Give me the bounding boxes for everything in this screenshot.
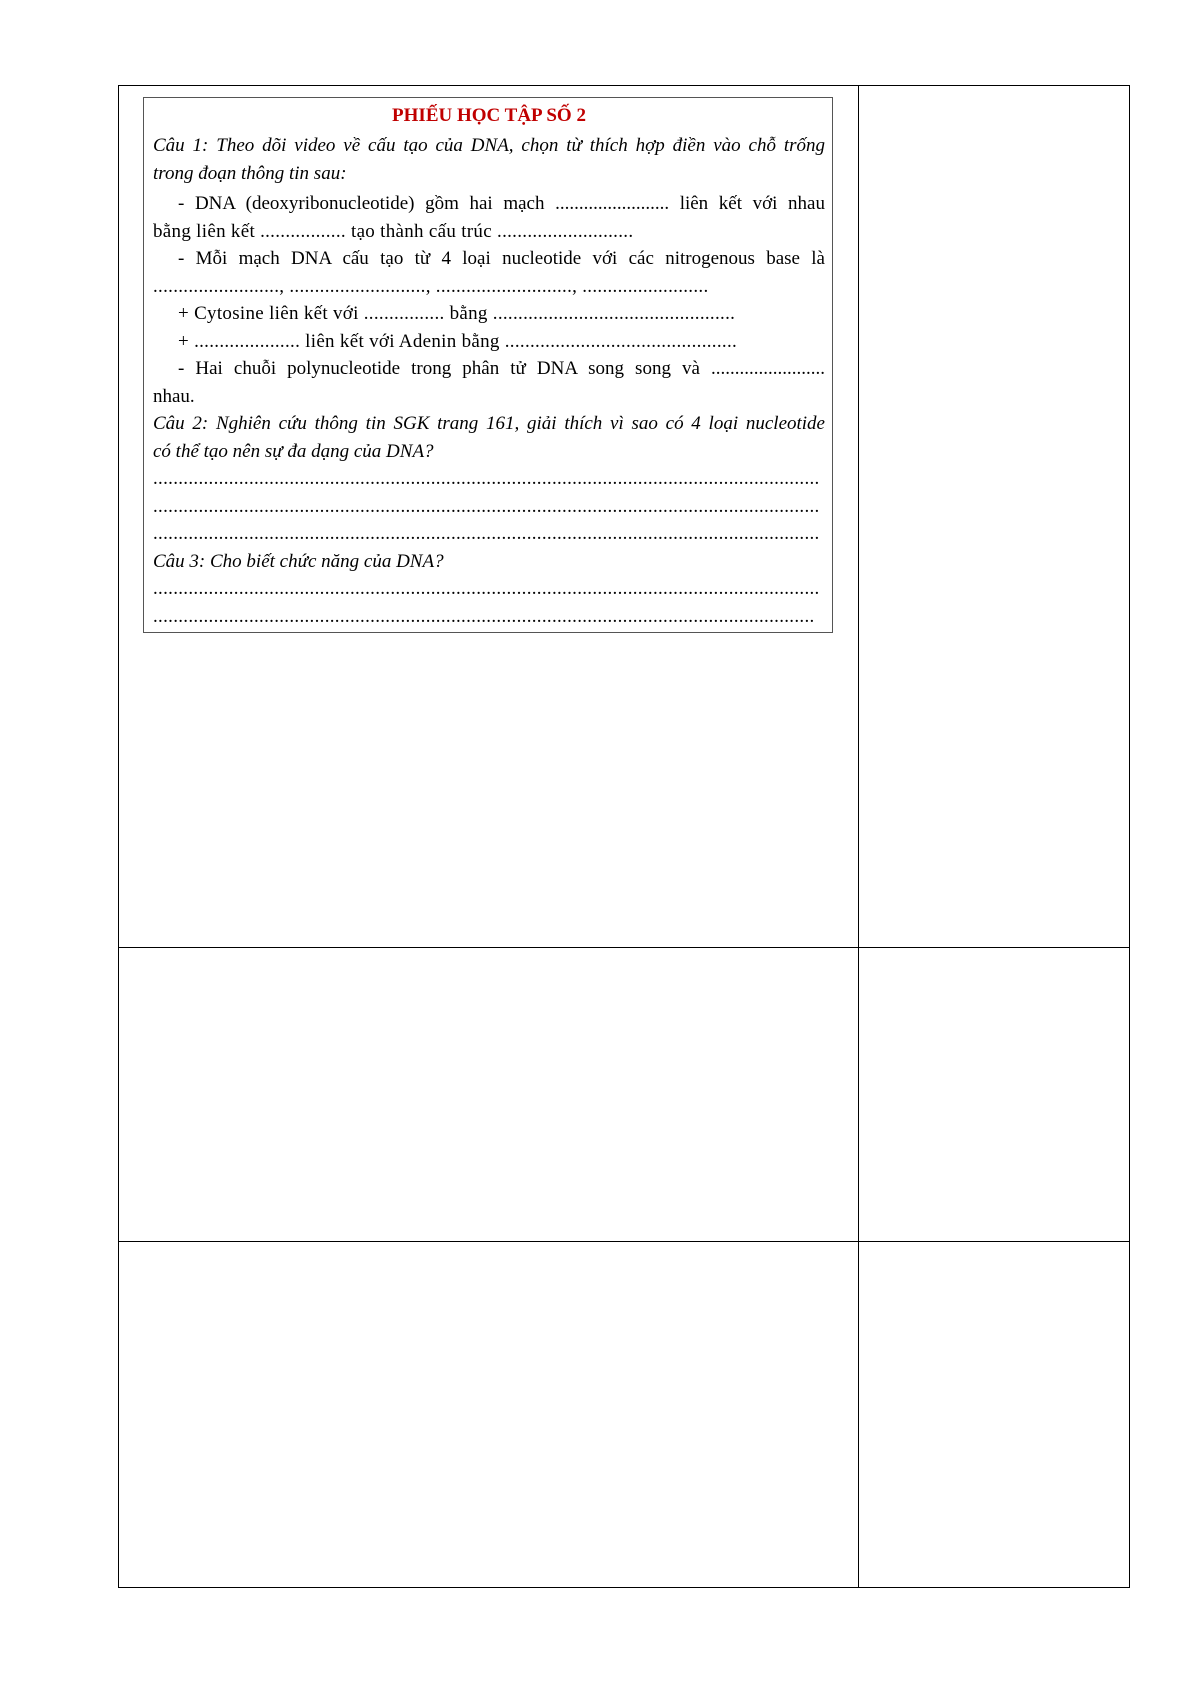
question-2-line-1: Câu 2: Nghiên cứu thông tin SGK trang 161, giải thích vì sao có 4 loại nucleotide [153,413,825,434]
row-divider-1 [119,947,1129,948]
question-2-line-2: có thể tạo nên sự đa dạng của DNA? [153,440,434,462]
sub-item-cytosine: + Cytosine liên kết với ................ bằng ................................................ [178,303,736,324]
answer-line: ................................................................................................................................... [153,605,815,627]
question-1 [153,132,825,187]
bullet-1-line-1: - DNA (deoxyribonucleotide) gồm hai mạch ........................ liên kết với nhau [178,193,825,214]
answer-line: .................................................................................................................................... [153,495,820,517]
row-divider-2 [119,1241,1129,1242]
bullet-1-line-2: bằng liên kết ................. tạo thành cấu trúc ........................... [153,220,634,242]
bullet-3-line-2: nhau. [153,385,195,407]
bullet-2-line-2: ........................., ..........................., ..........................., ......................... [153,275,709,297]
sub-item-adenin: + ..................... liên kết với Adenin bằng .............................................. [178,330,738,352]
question-1-line-2: trong đoạn thông tin sau: [153,162,347,184]
question-1-line-1: Câu 1: Theo dõi video về cấu tạo của DNA, chọn từ thích hợp điền vào chỗ trống [153,135,825,156]
worksheet-title: PHIẾU HỌC TẬP SỐ 2 [392,105,586,126]
bullet-3-line-1: - Hai chuỗi polynucleotide trong phân tử DNA song song và ........................ [178,358,825,379]
answer-line: .................................................................................................................................... [153,468,820,489]
column-divider [858,86,859,1587]
answer-line: .................................................................................................................................... [153,578,820,599]
question-3 [153,548,825,576]
answer-line: .................................................................................................................................... [153,523,820,544]
worksheet-box [143,97,833,633]
question-3-line-1: Câu 3: Cho biết chức năng của DNA? [153,550,444,572]
question-2 [153,410,825,465]
bullet-2-line-1: - Mỗi mạch DNA cấu tạo từ 4 loại nucleotide với các nitrogenous base là [178,248,825,269]
